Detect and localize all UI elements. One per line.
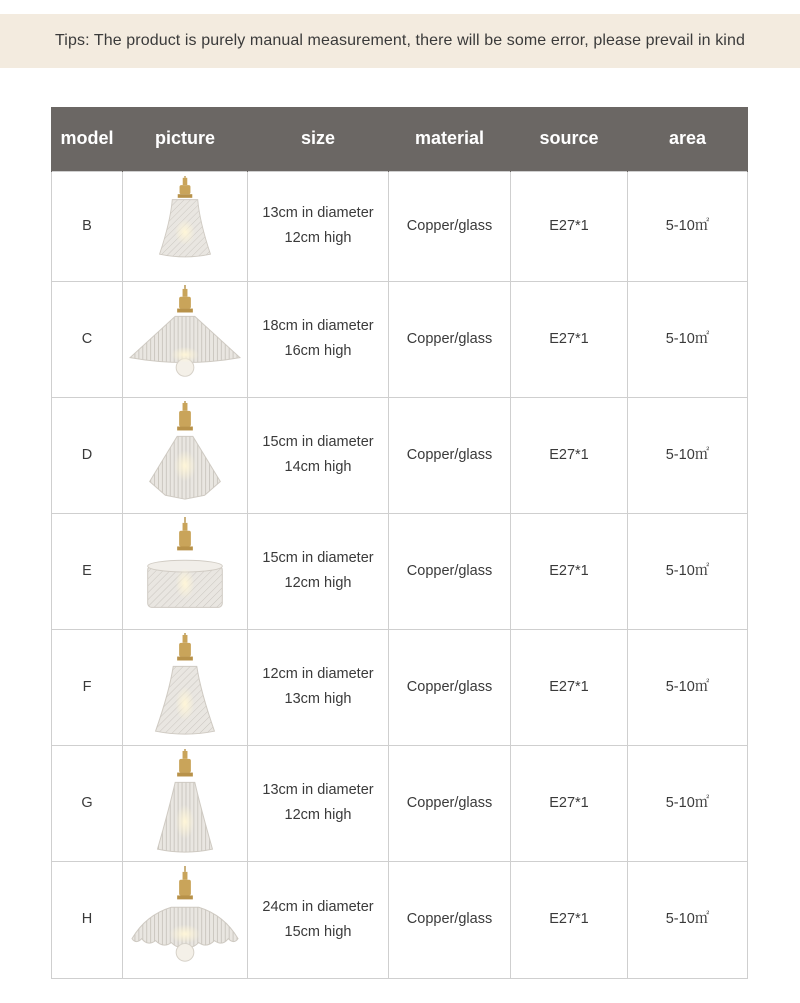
material-cell: Copper/glass xyxy=(389,745,511,861)
source-cell: E27*1 xyxy=(511,513,628,629)
picture-cell xyxy=(123,629,248,745)
area-cell: 5-10㎡ xyxy=(628,629,748,745)
material-cell: Copper/glass xyxy=(389,629,511,745)
picture-cell xyxy=(123,281,248,397)
size-height: 16cm high xyxy=(284,343,352,359)
ribbed-cone-lamp-icon xyxy=(125,749,245,857)
table-row xyxy=(52,629,748,745)
source-cell: E27*1 xyxy=(511,861,628,978)
size-cell xyxy=(248,745,389,861)
table-row xyxy=(52,745,748,861)
model-cell: E xyxy=(52,513,123,629)
spec-table xyxy=(51,107,748,979)
size-diameter: 12cm in diameter xyxy=(262,666,374,682)
tips-text: Tips: The product is purely manual measurement, there will be some error, please prevail in kind xyxy=(55,32,745,49)
source-cell: E27*1 xyxy=(511,745,628,861)
header-area: area xyxy=(628,107,748,171)
size-diameter: 15cm in diameter xyxy=(262,434,374,450)
model-cell: C xyxy=(52,281,123,397)
table-header-row xyxy=(52,107,748,171)
source-cell: E27*1 xyxy=(511,281,628,397)
material-cell: Copper/glass xyxy=(389,397,511,513)
scalloped-dome-lamp-icon xyxy=(125,866,245,974)
model-cell: D xyxy=(52,397,123,513)
size-height: 15cm high xyxy=(284,923,352,940)
area-cell: 5-10㎡ xyxy=(628,745,748,861)
picture-cell xyxy=(123,397,248,513)
picture-cell xyxy=(123,745,248,861)
size-diameter: 15cm in diameter xyxy=(262,550,374,566)
faceted-cone-lamp-icon xyxy=(125,401,245,509)
area-cell: 5-10㎡ xyxy=(628,861,748,978)
model-cell: F xyxy=(52,629,123,745)
table-row xyxy=(52,397,748,513)
model-cell: H xyxy=(52,861,123,978)
size-height: 12cm high xyxy=(284,575,352,591)
source-cell: E27*1 xyxy=(511,629,628,745)
size-diameter: 24cm in diameter xyxy=(262,898,374,915)
size-height: 13cm high xyxy=(284,691,352,707)
material-cell: Copper/glass xyxy=(389,281,511,397)
size-height: 12cm high xyxy=(284,807,352,823)
size-cell xyxy=(248,629,389,745)
drum-lamp-icon xyxy=(125,517,245,625)
header-picture: picture xyxy=(123,107,248,171)
area-cell: 5-10㎡ xyxy=(628,171,748,281)
size-diameter: 13cm in diameter xyxy=(262,205,374,221)
source-cell: E27*1 xyxy=(511,171,628,281)
material-cell: Copper/glass xyxy=(389,171,511,281)
picture-cell xyxy=(123,861,248,978)
size-height: 12cm high xyxy=(284,230,352,246)
model-cell: B xyxy=(52,171,123,281)
size-cell xyxy=(248,861,389,978)
size-height: 14cm high xyxy=(284,459,352,475)
bell-lamp-icon xyxy=(125,176,245,276)
tips-banner xyxy=(0,14,800,68)
tall-cone-lamp-icon xyxy=(125,633,245,741)
size-cell xyxy=(248,513,389,629)
table-row xyxy=(52,281,748,397)
picture-cell xyxy=(123,171,248,281)
area-cell: 5-10㎡ xyxy=(628,513,748,629)
header-source: source xyxy=(511,107,628,171)
header-size: size xyxy=(248,107,389,171)
size-cell xyxy=(248,281,389,397)
material-cell: Copper/glass xyxy=(389,513,511,629)
source-cell: E27*1 xyxy=(511,397,628,513)
model-cell: G xyxy=(52,745,123,861)
picture-cell xyxy=(123,513,248,629)
size-diameter: 13cm in diameter xyxy=(262,782,374,798)
size-diameter: 18cm in diameter xyxy=(262,318,374,334)
table-row xyxy=(52,513,748,629)
material-cell: Copper/glass xyxy=(389,861,511,978)
header-model: model xyxy=(52,107,123,171)
table-row xyxy=(52,861,748,978)
area-cell: 5-10㎡ xyxy=(628,397,748,513)
size-cell xyxy=(248,171,389,281)
header-material: material xyxy=(389,107,511,171)
size-cell xyxy=(248,397,389,513)
area-cell: 5-10㎡ xyxy=(628,281,748,397)
table-row xyxy=(52,171,748,281)
flat-cone-lamp-icon xyxy=(125,285,245,393)
